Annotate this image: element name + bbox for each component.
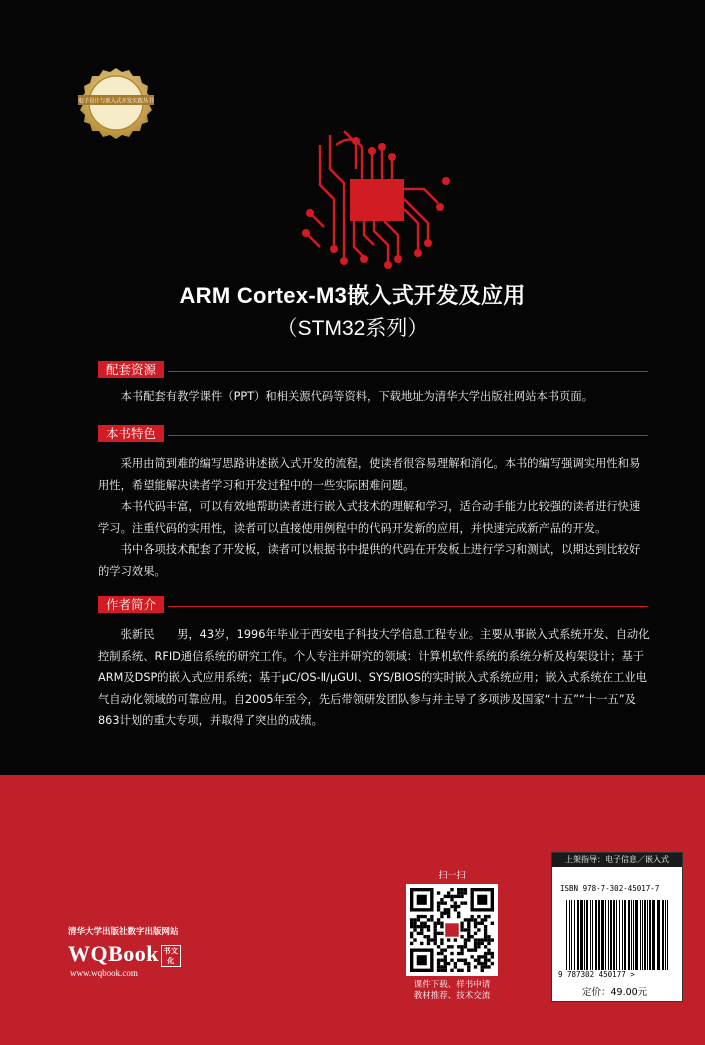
resources-paragraph: 本书配套有教学课件（PPT）和相关源代码等资料，下载地址为清华大学出版社网站本书页面。 <box>120 390 593 403</box>
features-paragraph: 书中各项技术配套了开发板，读者可以根据书中提供的代码在开发板上进行学习和测试，以期达到比较好的学习效果。 <box>98 543 641 578</box>
section-resources-title: 配套资源 <box>98 361 164 378</box>
author-paragraph: 张新民 男，43岁，1996年毕业于西安电子科技大学信息工程专业。主要从事嵌入式系统开发、自动化控制系统、RFID通信系统的研究工作。个人专注并研究的领域：计算机软件系统的系统分析及构架设计；基于ARM及DSP的嵌入式应用系统；基于μC/OS-Ⅱ/μGUI、SYS/BIOS的实时嵌入式系统应用；嵌入式系统在工业电气自动化领域的可靠应用。自2005年至今，先后带领研发团队参与并主导了多项涉及国家“十五”“十一五”及863计划的重大专项，并取得了突出的成绩。 <box>98 628 650 727</box>
section-divider <box>168 371 648 372</box>
section-features-body <box>98 453 650 582</box>
qr-caption <box>404 980 500 1002</box>
series-seal-icon <box>74 66 158 140</box>
section-author-body <box>98 624 650 732</box>
publisher-block <box>68 925 181 978</box>
qr-title: 扫一扫 <box>438 871 466 881</box>
section-divider <box>168 435 648 436</box>
wqbook-logo <box>68 941 181 967</box>
section-divider <box>168 606 648 607</box>
wqbook-badge: 书文化 <box>161 945 181 967</box>
qr-caption-line2: 教材推荐、技术交流 <box>413 991 491 1001</box>
qr-block <box>404 870 500 1002</box>
isbn-text: ISBN 978-7-302-45017-7 <box>560 884 660 893</box>
qr-caption-line1: 课件下载、样书申请 <box>413 980 491 990</box>
features-paragraph: 本书代码丰富，可以有效地帮助读者进行嵌入式技术的理解和学习，适合动手能力比较强的读者进行快速学习。注重代码的实用性，读者可以直接使用例程中的代码开发新的应用，并快速完成新产品的开发。 <box>98 500 641 535</box>
isbn-digits: 9 787302 450177 > <box>558 970 635 979</box>
circuit-chip-icon <box>300 125 460 275</box>
barcode-icon <box>564 898 672 972</box>
publisher-url: www.wqbook.com <box>70 968 138 978</box>
section-features-title: 本书特色 <box>98 425 164 442</box>
features-paragraph: 采用由简到难的编写思路讲述嵌入式开发的流程，使读者很容易理解和消化。本书的编写强调实用性和易用性，希望能解决读者学习和开发过程中的一些实际困难问题。 <box>98 457 641 492</box>
book-title: ARM Cortex-M3嵌入式开发及应用 <box>179 283 526 308</box>
book-subtitle: （STM32系列） <box>276 317 429 340</box>
wqbook-logo-text: WQBook <box>68 941 160 966</box>
section-author-header <box>98 596 648 616</box>
section-resources-header <box>98 361 648 381</box>
shelf-category: 上架指导：电子信息／嵌入式 <box>552 853 682 867</box>
section-author-title: 作者简介 <box>98 596 164 613</box>
qr-code-icon <box>406 884 498 976</box>
price: 定价：49.00元 <box>582 987 648 998</box>
publisher-site-name: 清华大学出版社数字出版网站 <box>68 927 179 937</box>
series-badge-text: 电子设计与嵌入式开发实践丛书 <box>78 98 154 105</box>
section-features-header <box>98 425 648 445</box>
qr-code[interactable] <box>406 884 498 976</box>
isbn-box <box>551 852 683 1002</box>
section-resources-body <box>98 386 650 408</box>
